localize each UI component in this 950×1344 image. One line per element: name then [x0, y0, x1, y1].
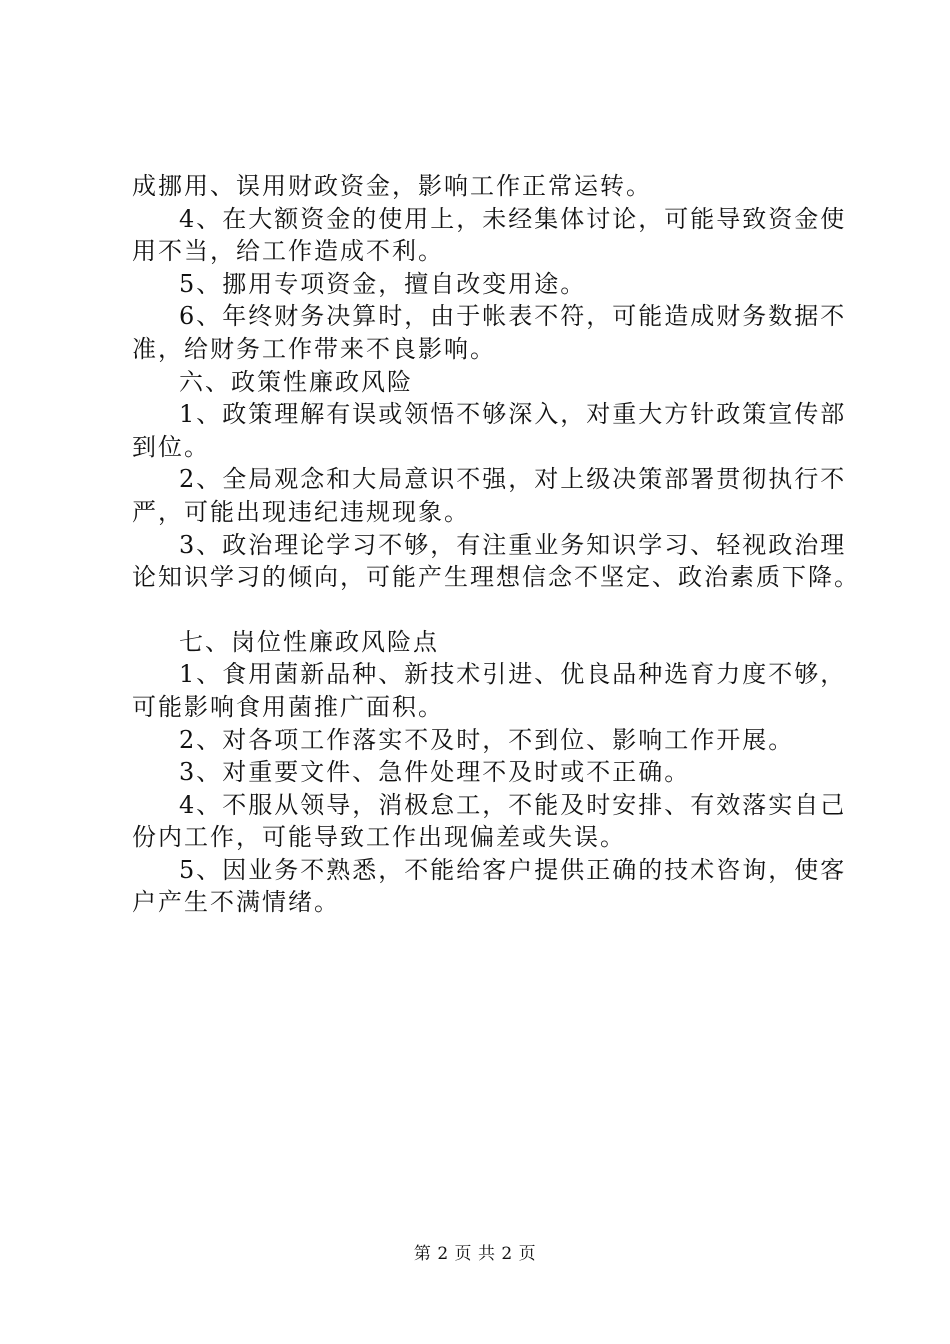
text-line: 2、全局观念和大局意识不强，对上级决策部署贯彻执行不	[179, 465, 847, 494]
text-line: 5、挪用专项资金，擅自改变用途。	[179, 269, 587, 298]
text-line: 5、因业务不熟悉，不能给客户提供正确的技术咨询，使客	[179, 855, 847, 884]
text-line: 2、对各项工作落实不及时，不到位、影响工作开展。	[179, 725, 795, 754]
text-line: 户产生不满情绪。	[132, 888, 340, 917]
text-line: 论知识学习的倾向，可能产生理想信念不坚定、政治素质下降。	[132, 563, 860, 592]
text-line: 用不当，给工作造成不利。	[132, 237, 444, 266]
section-heading: 七、岗位性廉政风险点	[179, 627, 439, 656]
text-line: 可能影响食用菌推广面积。	[132, 692, 444, 721]
section-heading: 六、政策性廉政风险	[179, 367, 413, 396]
text-line: 6、年终财务决算时，由于帐表不符，可能造成财务数据不	[179, 302, 847, 331]
text-line: 3、政治理论学习不够，有注重业务知识学习、轻视政治理	[179, 530, 847, 559]
text-line: 4、不服从领导，消极怠工，不能及时安排、有效落实自己	[179, 790, 847, 819]
text-line: 1、政策理解有误或领悟不够深入，对重大方针政策宣传部	[179, 400, 847, 429]
text-line: 成挪用、误用财政资金，影响工作正常运转。	[132, 172, 652, 200]
page-number-footer: 第 2 页 共 2 页	[413, 1244, 537, 1264]
paragraph-gap	[132, 594, 832, 626]
text-line: 3、对重要文件、急件处理不及时或不正确。	[179, 758, 691, 787]
text-line: 份内工作，可能导致工作出现偏差或失误。	[132, 823, 626, 852]
text-line: 1、食用菌新品种、新技术引进、优良品种选育力度不够，	[179, 660, 847, 689]
text-line: 严，可能出现违纪违规现象。	[132, 497, 470, 526]
text-line: 准，给财务工作带来不良影响。	[132, 334, 496, 363]
text-line: 4、在大额资金的使用上，未经集体讨论，可能导致资金使	[179, 204, 847, 233]
document-body	[132, 170, 860, 919]
text-line: 到位。	[132, 432, 210, 461]
